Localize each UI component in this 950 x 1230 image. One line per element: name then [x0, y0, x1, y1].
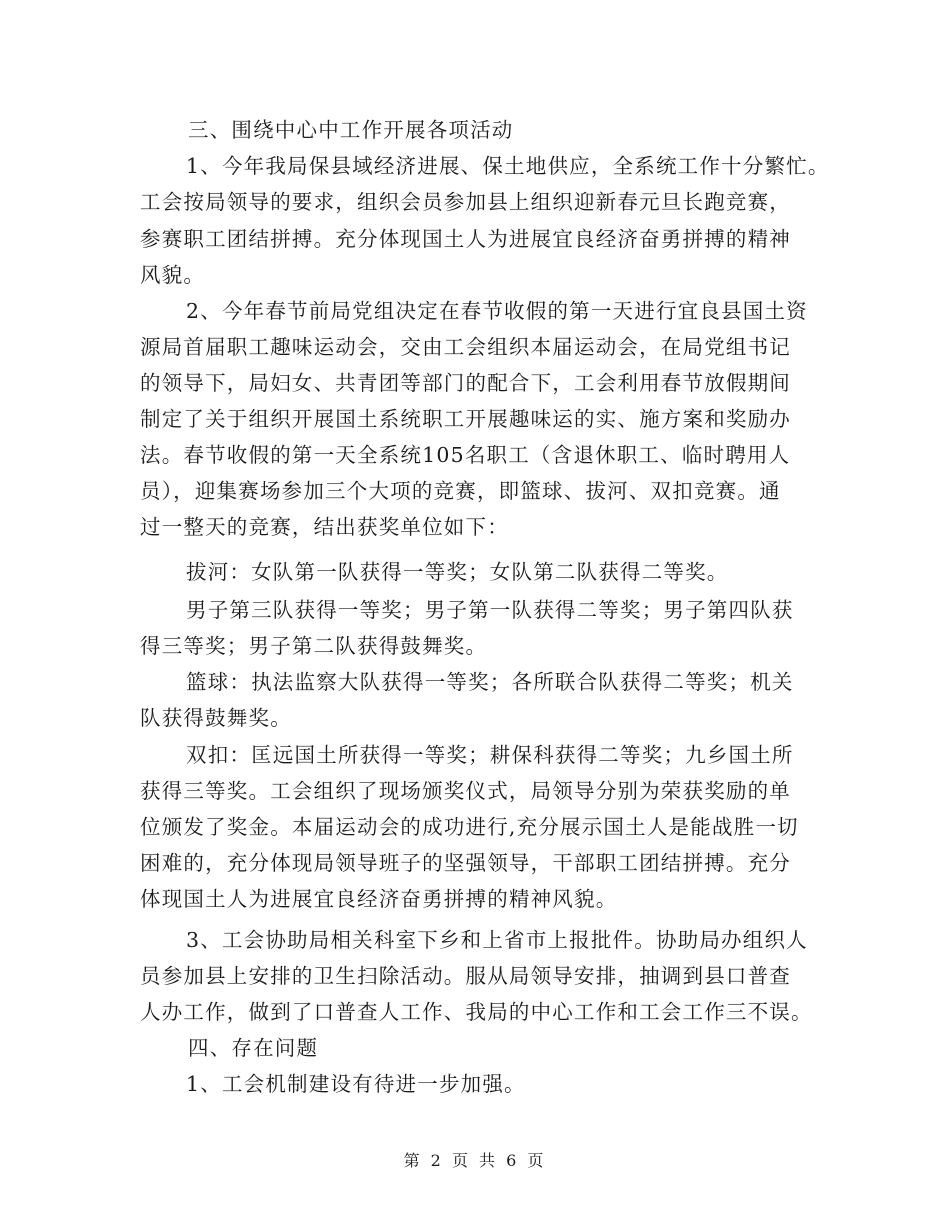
paragraph-line: 人办工作，做到了口普查人工作、我局的中心工作和工会工作三不误。 [140, 1000, 813, 1024]
paragraph-line: 篮球：执法监察大队获得一等奖；各所联合队获得二等奖；机关 [186, 670, 794, 694]
paragraph-line: 队获得鼓舞奖。 [140, 706, 292, 730]
paragraph-line: 源局首届职工趣味运动会，交由工会组织本届运动会，在局党组书记 [140, 335, 791, 359]
paragraph-line: 双扣：匡远国土所获得一等奖；耕保科获得二等奖；九乡国土所 [186, 743, 794, 767]
paragraph-line: 3、工会协助局相关科室下乡和上省市上报批件。协助局办组织人 [186, 928, 808, 952]
paragraph-line: 1、今年我局保县域经济进展、保土地供应，全系统工作十分繁忙。 [186, 154, 830, 178]
paragraph-line: 法。春节收假的第一天全系统105名职工（含退休职工、临时聘用人 [140, 443, 791, 467]
section-heading: 四、存在问题 [188, 1036, 319, 1060]
paragraph-line: 的领导下，局妇女、共青团等部门的配合下，工会利用春节放假期间 [140, 371, 791, 395]
paragraph-line: 位颁发了奖金。本届运动会的成功进行,充分展示国土人是能战胜一切 [140, 815, 799, 839]
page-footer: 第 2 页 共 6 页 [403, 1151, 547, 1170]
paragraph-line: 体现国土人为进展宜良经济奋勇拼搏的精神风貌。 [140, 887, 618, 911]
paragraph-line: 风貌。 [140, 263, 206, 287]
paragraph-line: 拔河：女队第一队获得一等奖；女队第二队获得二等奖。 [186, 560, 729, 584]
paragraph-line: 员），迎集赛场参加三个大项的竞赛，即篮球、拔河、双扣竞赛。通 [140, 479, 781, 503]
paragraph-line: 困难的，充分体现局领导班子的坚强领导，干部职工团结拼搏。充分 [140, 851, 791, 875]
paragraph-line: 获得三等奖。工会组织了现场颁奖仪式，局领导分别为荣获奖励的单 [140, 779, 791, 803]
paragraph-line: 制定了关于组织开展国土系统职工开展趣味运的实、施方案和奖励办 [140, 407, 791, 431]
paragraph-line: 过一整天的竞赛，结出获奖单位如下： [140, 515, 509, 539]
paragraph-line: 参赛职工团结拼搏。充分体现国土人为进展宜良经济奋勇拼搏的精神 [140, 227, 791, 251]
paragraph-line: 男子第三队获得一等奖；男子第一队获得二等奖；男子第四队获 [186, 598, 794, 622]
paragraph-line: 1、工会机制建设有待进一步加强。 [186, 1072, 526, 1096]
paragraph-line: 2、今年春节前局党组决定在春节收假的第一天进行宜良县国土资 [186, 299, 808, 323]
paragraph-line: 得三等奖；男子第二队获得鼓舞奖。 [140, 634, 488, 658]
section-heading: 三、围绕中心中工作开展各项活动 [188, 118, 514, 142]
paragraph-line: 员参加县上安排的卫生扫除活动。服从局领导安排，抽调到县口普查 [140, 964, 791, 988]
paragraph-line: 工会按局领导的要求，组织会员参加县上组织迎新春元旦长跑竞赛， [140, 190, 791, 214]
